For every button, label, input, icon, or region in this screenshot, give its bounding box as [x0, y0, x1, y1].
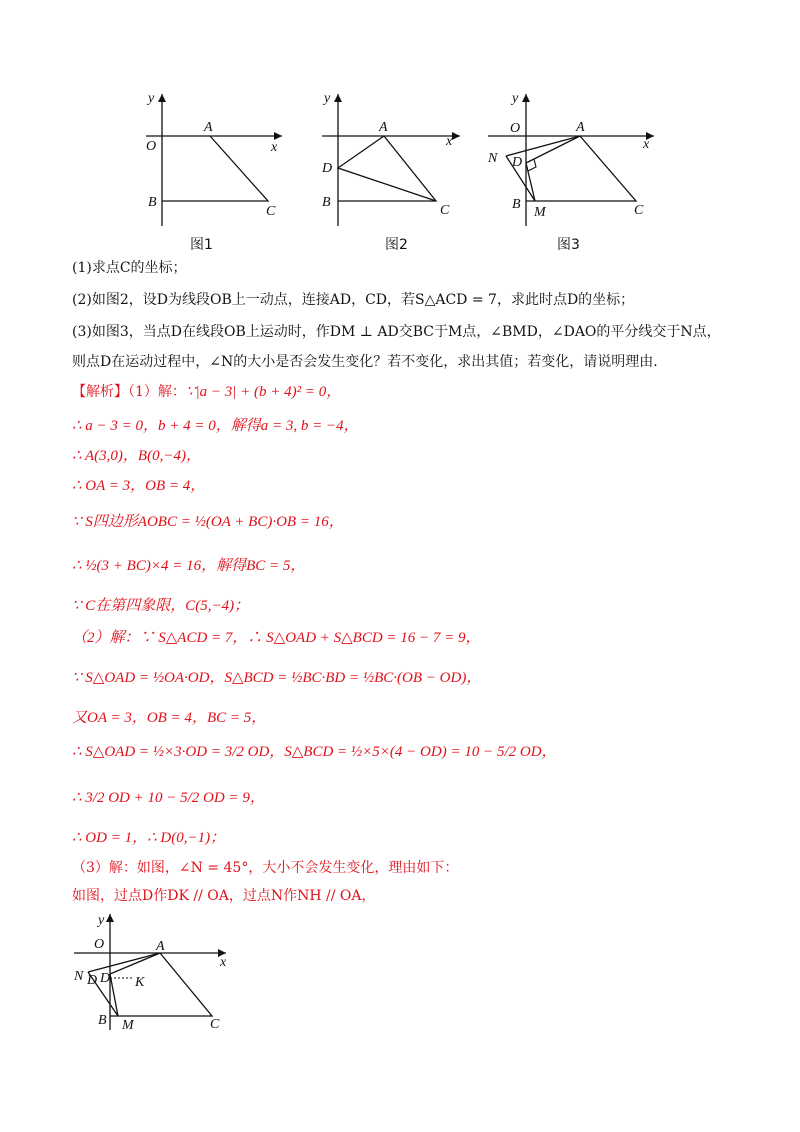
- figure-1: [140, 88, 290, 228]
- svg-text:N: N: [74, 969, 84, 984]
- svg-text:B: B: [148, 195, 157, 210]
- svg-text:D: D: [322, 161, 333, 176]
- figure-solution: [70, 908, 240, 1032]
- svg-text:C: C: [440, 203, 450, 218]
- svg-text:O: O: [510, 121, 521, 136]
- svg-text:y: y: [148, 91, 155, 106]
- svg-text:x: x: [220, 955, 227, 970]
- solution-2-line-2: ∵ S△OAD = ½OA·OD，S△BCD = ½BC·BD = ½BC·(OB − OD)，: [72, 670, 482, 686]
- question-2: (2)如图2，设D为线段OB上一动点，连接AD，CD，若S△ACD = 7，求此时点D的坐标；: [72, 292, 635, 308]
- figure-2: [318, 88, 468, 228]
- question-3-line-2: 则点D在运动过程中，∠N的大小是否会发生变化？若不变化，求出其值；若变化，请说明理由.: [72, 354, 658, 370]
- svg-text:M: M: [534, 205, 546, 220]
- solution-1-line-7: ∵ C在第四象限，C(5,−4)；: [72, 598, 250, 614]
- question-3-line-1: (3)如图3，当点D在线段OB上运动时，作DM ⊥ AD交BC于M点，∠BMD，∠DAO的平分线交于N点，: [72, 324, 721, 340]
- part-1-label: （1）解：: [128, 384, 186, 400]
- svg-text:D: D: [512, 155, 523, 170]
- solution-tag: 【解析】: [72, 384, 128, 400]
- caption-figure-1: 图1: [190, 237, 213, 253]
- svg-text:B: B: [98, 1013, 107, 1028]
- svg-text:D: D: [87, 973, 98, 988]
- svg-text:O: O: [146, 139, 157, 154]
- svg-text:M: M: [122, 1018, 134, 1033]
- given-equation: ∵|a − 3| + (b + 4)² = 0，: [185, 384, 342, 400]
- svg-text:B: B: [512, 197, 521, 212]
- solution-2-line-5: ∴ 3/2 OD + 10 − 5/2 OD = 9，: [72, 790, 265, 806]
- svg-text:D: D: [100, 971, 111, 986]
- svg-text:K: K: [135, 975, 145, 990]
- svg-text:C: C: [210, 1017, 220, 1032]
- solution-2-line-1: （2）解：∵ S△ACD = 7，∴ S△OAD + S△BCD = 16 − 7 = 9，: [72, 630, 481, 646]
- svg-text:O: O: [94, 937, 105, 952]
- svg-text:N: N: [488, 151, 498, 166]
- solution-3-line-1: （3）解：如图，∠N = 45°，大小不会发生变化，理由如下：: [72, 860, 459, 876]
- solution-part-1-header: [72, 382, 341, 402]
- svg-text:A: A: [204, 120, 213, 135]
- svg-text:C: C: [634, 203, 644, 218]
- svg-text:A: A: [156, 939, 165, 954]
- solution-1-line-5: ∵ S四边形AOBC = ½(OA + BC)·OB = 16，: [72, 514, 344, 530]
- svg-text:x: x: [446, 134, 453, 149]
- svg-text:x: x: [271, 140, 278, 155]
- solution-1-line-2: ∴ a − 3 = 0，b + 4 = 0，解得a = 3, b = −4，: [72, 418, 359, 434]
- svg-text:x: x: [643, 137, 650, 152]
- solution-1-line-3: ∴ A(3,0)，B(0,−4)，: [72, 448, 201, 464]
- solution-3-line-2: 如图，过点D作DK // OA，过点N作NH // OA，: [72, 888, 376, 904]
- solution-1-line-4: ∴ OA = 3，OB = 4，: [72, 478, 206, 494]
- svg-text:y: y: [512, 91, 519, 106]
- caption-figure-3: 图3: [557, 237, 580, 253]
- solution-1-line-6: ∴ ½(3 + BC)×4 = 16，解得BC = 5，: [72, 558, 306, 574]
- figure-3: [482, 88, 662, 228]
- svg-text:A: A: [576, 120, 585, 135]
- svg-text:C: C: [266, 204, 276, 219]
- svg-text:y: y: [98, 913, 105, 928]
- svg-text:y: y: [324, 91, 331, 106]
- svg-text:A: A: [379, 120, 388, 135]
- solution-2-line-4: ∴ S△OAD = ½×3·OD = 3/2 OD，S△BCD = ½×5×(4 − OD) = 10 − 5/2 OD，: [72, 744, 557, 760]
- question-1: (1)求点C的坐标；: [72, 260, 187, 276]
- solution-2-line-3: 又OA = 3，OB = 4，BC = 5，: [72, 710, 267, 726]
- caption-figure-2: 图2: [385, 237, 408, 253]
- svg-text:B: B: [322, 195, 331, 210]
- solution-2-line-6: ∴ OD = 1，∴ D(0,−1)；: [72, 830, 226, 846]
